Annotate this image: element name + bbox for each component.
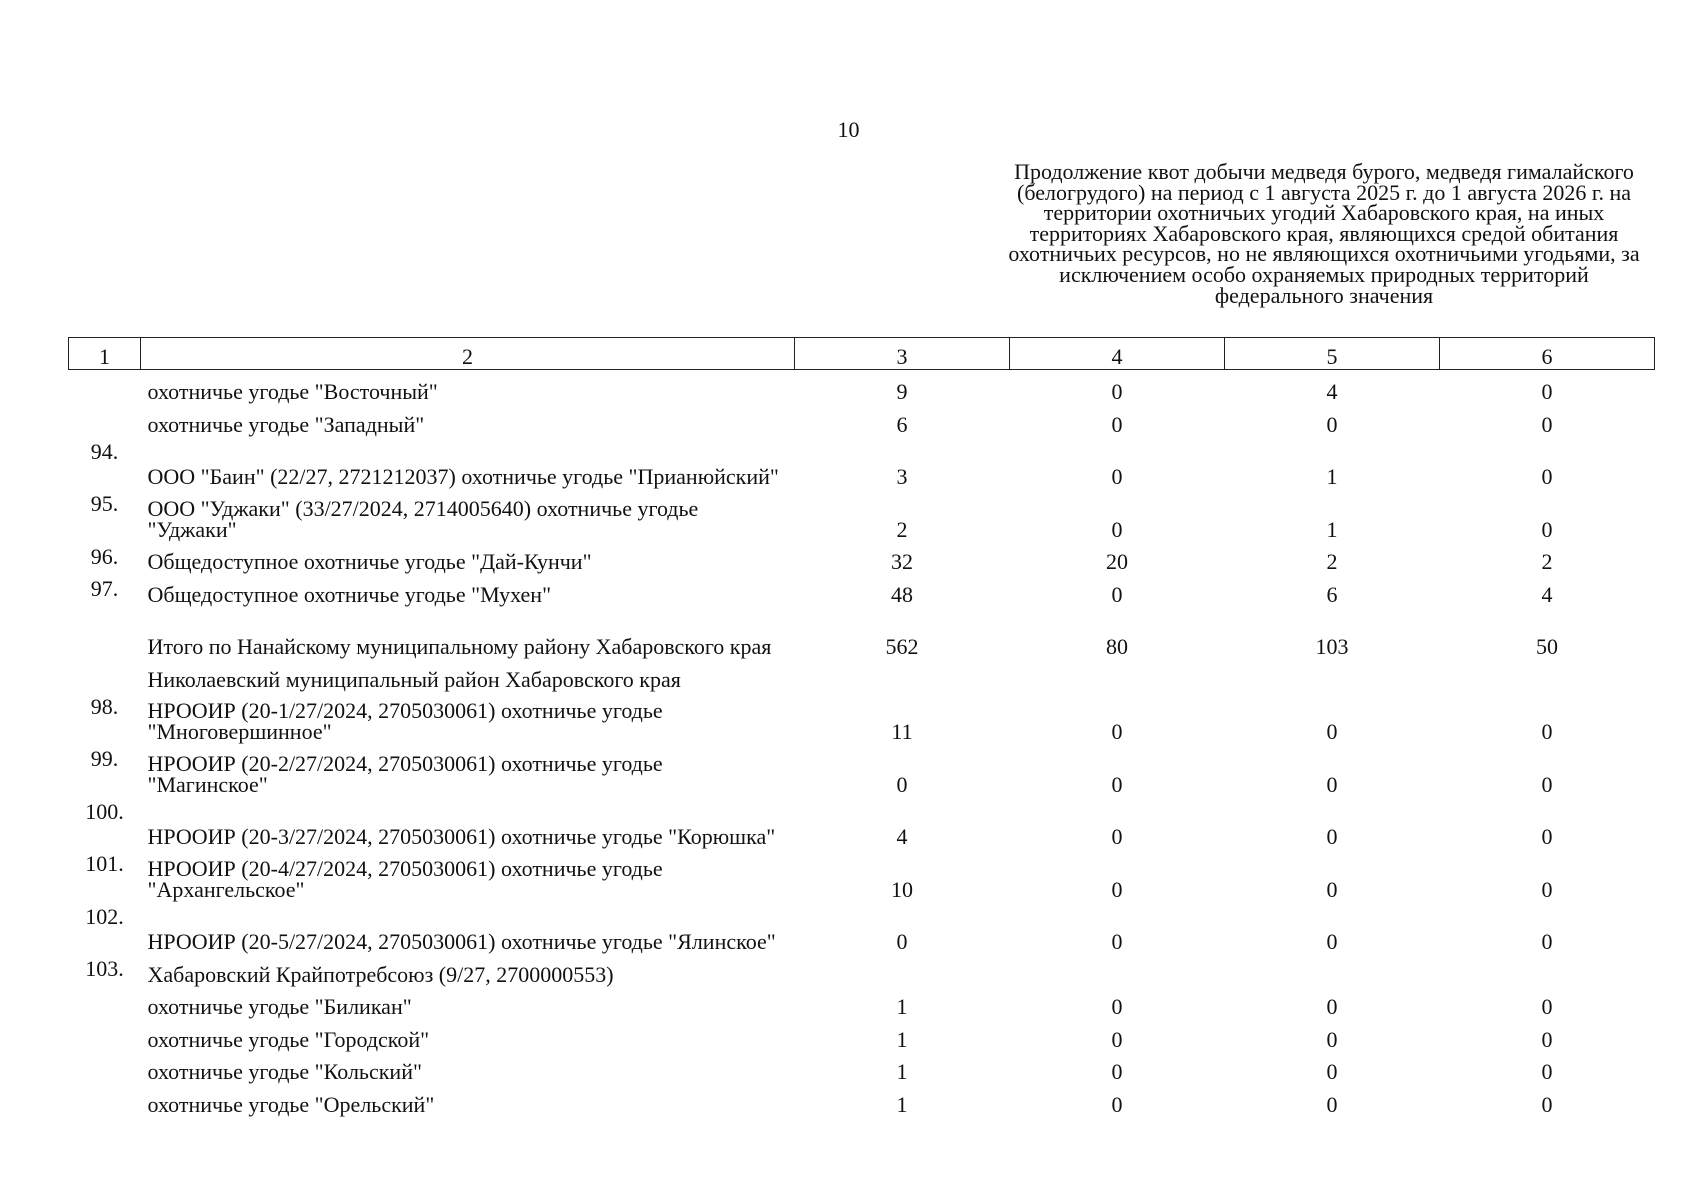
row-value-col5: 0 <box>1326 994 1338 1019</box>
row-name: охотничье угодье "Кольский" <box>147 1059 422 1084</box>
row-value-col4: 0 <box>1111 824 1123 849</box>
row-value-col4 <box>1010 952 1225 985</box>
row-name: Хабаровский Крайпотребсоюз (9/27, 2700000553) <box>147 961 614 987</box>
row-value-col5: 1 <box>1326 516 1338 542</box>
row-value-col3: 3 <box>896 464 908 489</box>
row-value-col3 <box>795 657 1010 690</box>
row-value-col3: 0 <box>896 929 908 954</box>
table-row <box>69 795 1655 848</box>
table-caption: Продолжение квот добычи медведя бурого, медведя гималайского (белогрудого) на период с 1 августа 2025 г. до 1 августа 2026 г. на территории охотничьих угодий Хабаровского края, на иных территориях Хабаровского края, являющихся средой обитания охотничьих ресурсов, но не являющихся охотничьими угодьями, за исключением особо охраняемых природных территорий федерального значения <box>1008 159 1640 308</box>
row-value-col3: 10 <box>891 876 913 902</box>
table-row <box>69 657 1655 690</box>
table-row <box>69 1082 1655 1115</box>
row-value-col6: 0 <box>1541 824 1553 849</box>
header-row <box>69 338 1655 370</box>
row-value-col3: 1 <box>896 1059 908 1084</box>
table-row <box>69 900 1655 953</box>
row-name: Общедоступное охотничье угодье "Мухен" <box>147 581 552 607</box>
table-body <box>69 370 1655 1115</box>
table-row <box>69 1050 1655 1083</box>
column-header-3: 3 <box>795 338 1010 370</box>
row-value-col5 <box>1225 657 1440 690</box>
row-value-col6 <box>1440 952 1655 985</box>
row-value-col6: 0 <box>1541 719 1553 744</box>
row-value-col3: 6 <box>896 411 908 437</box>
row-number <box>69 1082 141 1115</box>
table-row <box>69 742 1655 795</box>
row-number: 101. <box>85 851 124 876</box>
row-number <box>69 1017 141 1050</box>
row-value-col5: 0 <box>1326 929 1338 954</box>
page-number: 10 <box>837 117 860 142</box>
row-value-col6: 0 <box>1541 464 1553 489</box>
row-number: 94. <box>90 438 119 464</box>
row-value-col4: 0 <box>1111 516 1123 542</box>
row-value-col5: 6 <box>1326 581 1338 607</box>
row-number: 102. <box>85 903 124 929</box>
row-value-col5: 0 <box>1326 1091 1338 1117</box>
row-name: охотничье угодье "Орельский" <box>147 1091 435 1117</box>
row-value-col5: 4 <box>1326 379 1338 404</box>
column-header-6: 6 <box>1440 338 1655 370</box>
row-number <box>69 370 141 403</box>
row-value-col3: 1 <box>896 994 908 1019</box>
column-header-2: 2 <box>141 338 795 370</box>
row-value-col6: 0 <box>1541 1026 1553 1052</box>
row-name: охотничье угодье "Западный" <box>147 411 425 437</box>
row-value-col6: 0 <box>1541 876 1553 902</box>
row-value-col5: 0 <box>1326 1026 1338 1052</box>
row-value-col6: 0 <box>1541 1091 1553 1117</box>
row-value-col5 <box>1225 952 1440 985</box>
row-name: охотничье угодье "Биликан" <box>147 994 412 1019</box>
row-number <box>69 985 141 1018</box>
row-value-col6 <box>1440 657 1655 690</box>
row-value-col3: 11 <box>891 719 913 744</box>
row-value-col4: 0 <box>1111 464 1123 489</box>
row-value-col3: 48 <box>891 581 913 607</box>
table-row <box>69 605 1655 658</box>
row-value-col4: 0 <box>1111 929 1123 954</box>
row-value-col4: 0 <box>1111 771 1123 797</box>
row-name: охотничье угодье "Восточный" <box>147 379 438 404</box>
row-value-col6: 0 <box>1541 771 1553 797</box>
row-value-col6: 4 <box>1541 581 1553 607</box>
row-value-col3 <box>795 952 1010 985</box>
row-name: НРООИР (20-1/27/2024, 2705030061) охотничье угодье "Многовершинное" <box>147 698 663 744</box>
table-row <box>69 370 1655 403</box>
table-row <box>69 402 1655 435</box>
table-row <box>69 985 1655 1018</box>
table-row <box>69 952 1655 985</box>
row-value-col4: 0 <box>1111 411 1123 437</box>
row-value-col3: 1 <box>896 1026 908 1052</box>
row-name: Итого по Нанайскому муниципальному району Хабаровского края <box>147 634 772 659</box>
table-row <box>69 435 1655 488</box>
row-name: Общедоступное охотничье угодье "Дай-Кунчи" <box>147 549 592 574</box>
row-value-col5: 2 <box>1326 549 1338 574</box>
row-name: НРООИР (20-5/27/2024, 2705030061) охотничье угодье "Ялинское" <box>147 929 776 954</box>
column-header-5: 5 <box>1225 338 1440 370</box>
row-number <box>69 657 141 690</box>
row-value-col5: 0 <box>1326 876 1338 902</box>
row-value-col4 <box>1010 657 1225 690</box>
row-number: 100. <box>85 798 124 824</box>
row-value-col3: 1 <box>896 1091 908 1117</box>
row-value-col5: 0 <box>1326 719 1338 744</box>
row-name: НРООИР (20-3/27/2024, 2705030061) охотничье угодье "Корюшка" <box>147 824 776 849</box>
table-row <box>69 1017 1655 1050</box>
row-value-col6: 0 <box>1541 516 1553 542</box>
column-header-1: 1 <box>69 338 141 370</box>
row-value-col6: 0 <box>1541 929 1553 954</box>
table-row <box>69 690 1655 743</box>
column-header-4: 4 <box>1010 338 1225 370</box>
row-number <box>69 1050 141 1083</box>
row-value-col6: 0 <box>1541 379 1553 404</box>
row-value-col4: 0 <box>1111 994 1123 1019</box>
row-number: 97. <box>90 576 119 601</box>
row-value-col6: 0 <box>1541 1059 1553 1084</box>
table-row <box>69 847 1655 900</box>
table-header <box>69 338 1655 370</box>
row-name: охотничье угодье "Городской" <box>147 1026 430 1052</box>
row-number: 96. <box>90 543 119 569</box>
row-value-col3: 2 <box>896 516 908 542</box>
row-name: ООО "Баин" (22/27, 2721212037) охотничье угодье "Прианюйский" <box>147 464 779 489</box>
row-value-col4: 0 <box>1111 581 1123 607</box>
row-name: Николаевский муниципальный район Хабаровского края <box>147 666 681 692</box>
row-number: 99. <box>90 746 119 771</box>
table-row <box>69 572 1655 605</box>
row-value-col3: 9 <box>896 379 908 404</box>
row-number <box>69 402 141 435</box>
row-value-col4: 0 <box>1111 1026 1123 1052</box>
row-value-col5: 103 <box>1315 634 1349 659</box>
row-value-col5: 0 <box>1326 824 1338 849</box>
row-value-col4: 20 <box>1106 549 1128 574</box>
row-value-col6: 50 <box>1536 634 1558 659</box>
row-number <box>69 605 141 658</box>
table-row <box>69 487 1655 540</box>
row-value-col3: 4 <box>896 824 908 849</box>
row-value-col4: 0 <box>1111 876 1123 902</box>
row-name: ООО "Уджаки" (33/27/2024, 2714005640) охотничье угодье "Уджаки" <box>147 495 699 542</box>
row-name: НРООИР (20-4/27/2024, 2705030061) охотничье угодье "Архангельское" <box>147 855 663 902</box>
row-name: НРООИР (20-2/27/2024, 2705030061) охотничье угодье "Магинское" <box>147 750 663 797</box>
row-value-col5: 0 <box>1326 771 1338 797</box>
quota-table <box>68 337 1655 1115</box>
row-value-col5: 1 <box>1326 464 1338 489</box>
row-value-col5: 0 <box>1326 1059 1338 1084</box>
row-number: 98. <box>90 693 119 719</box>
row-value-col6: 2 <box>1541 549 1553 574</box>
row-value-col4: 0 <box>1111 1059 1123 1084</box>
row-value-col4: 80 <box>1106 634 1128 659</box>
row-value-col5: 0 <box>1326 411 1338 437</box>
row-value-col6: 0 <box>1541 994 1553 1019</box>
row-value-col4: 0 <box>1111 719 1123 744</box>
row-value-col3: 562 <box>885 634 919 659</box>
quota-table-container <box>68 337 1654 1115</box>
row-number: 95. <box>90 491 119 516</box>
row-number: 103. <box>85 956 124 981</box>
row-value-col4: 0 <box>1111 1091 1123 1117</box>
row-value-col6: 0 <box>1541 411 1553 437</box>
row-value-col4: 0 <box>1111 379 1123 404</box>
table-row <box>69 540 1655 573</box>
row-value-col3: 0 <box>896 771 908 797</box>
row-value-col3: 32 <box>891 549 913 574</box>
